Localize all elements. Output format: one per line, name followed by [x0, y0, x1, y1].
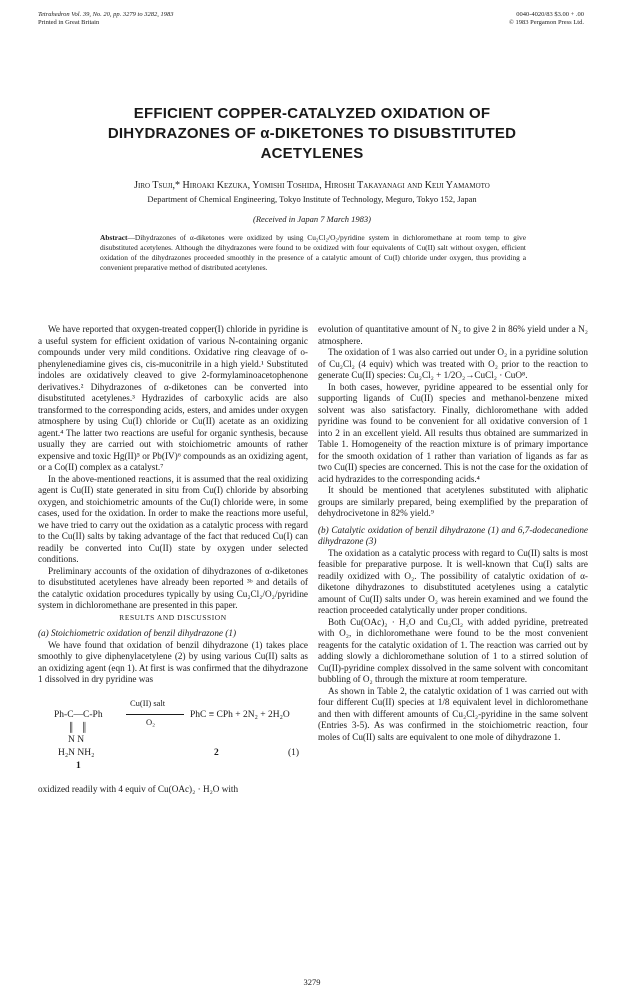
- reaction-arrow: [126, 714, 184, 715]
- printed-location: Printed in Great Britain: [38, 19, 100, 26]
- right-column: [318, 324, 588, 743]
- article-title: [60, 104, 564, 164]
- equation-product: PhC ≡ CPh + 2N₂ + 2H₂O: [190, 709, 290, 720]
- copyright-notice: © 1983 Pergamon Press Ltd.: [508, 19, 584, 26]
- compound-label-1: 1: [76, 760, 81, 771]
- paragraph-stoichiometric: We have found that oxidation of benzil dihydrazone (1) takes place smoothly to give diphenylacetylene (2) by using various Cu(II) salts as an oxidizing agent (eqn 1). At first is was confirmed that the dihydrazone 1 dissolved in dry pyridine was: [38, 639, 308, 684]
- abstract-text: —Dihydrazones of α-diketones were oxidized by using Cu₂Cl₂/O₂/pyridine system in dichloromethane at room temp to give disubstituted acetylenes. Although the dihydrazones were found to be oxidized with four equivalents of Cu(II) salt without oxygen, efficient oxidation of the dihydrazones proceeded smoothly in the presence of a catalytic amount of Cu(I) chloride under oxygen, thus providing a convenient preparative method of distributed acetylenes.: [100, 233, 526, 272]
- double-bond-marks: ║ ║: [68, 721, 88, 732]
- paragraph-solvent: In both cases, however, pyridine appeared to be essential only for supporting ligands of Cu(II) species and methanol-benzene mixed solvent was also satisfactory. Finally, dichloromethane with added pyridine was found to be convenient for all oxidative conversion of 1 into 2 in an excellent yield. All results thus obtained are summarized in Table 1. Homogeneity of the reaction mixture is of primary importance for the smooth oxidation of 1 rather than variation of ligands as far as two Cu(II) species are concerned. This is not the case for the oxidation of acid hydrazides to the corresponding acids.⁴: [318, 381, 588, 484]
- title-line-1: EFFICIENT COPPER-CATALYZED OXIDATION OF: [133, 105, 491, 122]
- paragraph-table2: As shown in Table 2, the catalytic oxidation of 1 was carried out with four different Cu(II) species at 1/8 equivalent level in dichloromethane and then with different amounts of Cu₂Cl₂-pyridine in the same solvent (Entries 3-5). As was confirmed in the stoichiometric reaction, four moles of Cu(II) salts are equivalent to one mole of dihydrazone 1.: [318, 685, 588, 742]
- paragraph-catalytic: The oxidation as a catalytic process with regard to Cu(II) salts is most feasible for preparative purpose. It is well-known that Cu(I) salts are readily oxidized with O₂. The possibility of catalytic oxidation of α-diketone dihydrazones to disubstituted acetylenes using a catalytic amount of Cu(II) salts under O₂ was herein examined and we found the reaction proceeded catalytically under proper conditions.: [318, 547, 588, 615]
- title-line-2: DIHYDRAZONES OF α-DIKETONES TO DISUBSTITUTED: [107, 125, 517, 142]
- paragraph-yield: evolution of quantitative amount of N₂ to give 2 in 86% yield under a N₂ atmosphere.: [318, 324, 588, 346]
- paragraph-mechanism: In the above-mentioned reactions, it is assumed that the real oxidizing agent is Cu(II) state generated in situ from Cu(I) chloride by absorbing oxygen, and stoichiometric amounts of the Cu(I) chloride were, in some cases, used for the oxidation. In order to make the reactions more useful, we have tried to carry out the oxidation as a catalytic process with regard to the Cu(II) salts by taking advantage of the fact that reduced Cu(I) can readily be converted into Cu(II) state by oxygen under selected conditions.: [38, 473, 308, 564]
- journal-header-left: [38, 11, 173, 27]
- paragraph-continued: oxidized readily with 4 equiv of Cu(OAc)₂ · H₂O with: [38, 783, 239, 794]
- equation-oxidant: O₂: [146, 716, 156, 727]
- equation-amines: H₂N NH₂: [58, 747, 95, 758]
- journal-header-right: [509, 11, 584, 27]
- equation-reagent: Cu(II) salt: [130, 697, 166, 708]
- equation-nitrogens: N N: [68, 734, 85, 745]
- section-heading: RESULTS AND DISCUSSION: [119, 612, 227, 622]
- subsection-heading-a: (a) Stoichiometric oxidation of benzil dihydrazone (1): [38, 628, 237, 638]
- equation-number: (1): [288, 747, 300, 758]
- issn-price: 0040-4020/83 $3.00 + .00: [516, 11, 584, 18]
- paragraph-reagents: Both Cu(OAc)₂ · H₂O and Cu₂Cl₂ with added pyridine, pretreated with O₂, in dichloromethane were found to be the most convenient reagents for the catalytic oxidation of 1. The reaction was carried out by adding slowly a dichloromethane solution of 1 to a stirred solution of Cu(II)-pyridine complex dissolved in the same solvent with concomitant bubbling of O₂ through the mixture at room temperature.: [318, 616, 588, 684]
- author-list: Jiro Tsuji,* Hiroaki Kezuka, Yomishi Toshida, Hiroshi Takayanagi and Keiji Yamamoto: [134, 180, 490, 191]
- journal-citation: Tetrahedron Vol. 39, No. 20, pp. 3279 to 3282, 1983: [38, 11, 174, 18]
- compound-label-2: 2: [214, 747, 219, 758]
- abstract-label: Abstract: [100, 233, 128, 242]
- equation-1: [38, 690, 308, 782]
- paragraph-preliminary: Preliminary accounts of the oxidation of dihydrazones of α-diketones to disubstituted acetylenes have already been reported ³ᵇ and details of the catalytic oxidation procedures typically by using Cu₂Cl₂/O₂/pyridine system in dichloromethane are presented in this paper.: [38, 565, 308, 610]
- left-column: [38, 324, 308, 795]
- title-line-3: ACETYLENES: [260, 145, 364, 162]
- affiliation: Department of Chemical Engineering, Tokyo Institute of Technology, Meguro, Tokyo 152, Japan: [147, 194, 477, 204]
- equation-reactant: Ph-C—C-Ph: [54, 709, 103, 720]
- received-date: (Received in Japan 7 March 1983): [253, 214, 371, 224]
- paragraph-oxygen: The oxidation of 1 was also carried out under O₂ in a pyridine solution of Cu₂Cl₂ (4 equiv) which was treated with O₂ prior to the reaction to generate Cu(II) species: Cu₂Cl₂ + 1/2O₂→CuCl₂ · CuO⁸.: [318, 347, 588, 380]
- page-number: 3279: [303, 977, 321, 987]
- abstract: [100, 233, 526, 273]
- paragraph-aliphatic: It should be mentioned that acetylenes substituted with aliphatic groups are similarly prepared, being exemplified by the preparation of dehydrocivetone in 82% yield.⁹: [318, 485, 588, 518]
- paragraph-intro: We have reported that oxygen-treated copper(I) chloride in pyridine is a useful system for efficient oxidation of various N-containing organic compounds under very mild conditions. Oxidative ring cleavage of o-phenylenediamine gives cis, cis-muconitrile in a high yield.¹ Substituted indoles are oxidatively cleaved to give 2-formylaminoacetophenone derivatives.² Dihydrazones of α-diketones can be converted into disubstituted acetylenes.³ Hydrazides of carboxylic acids are also transformed to the corresponding acids, esters, and amides under oxygen atmosphere by using Cu(I) chloride or Cu(II) acetate as an oxidizing agent.⁴ The latter two reactions are useful for organic synthesis, because usually they are carried out with stoichiometric amounts of rather expensive and toxic Hg(II)⁵ or Pb(IV)⁶ compounds as an oxidizing agent, or a Co(II) complex as a catalyst.⁷: [38, 324, 308, 472]
- subsection-heading-b: (b) Catalytic oxidation of benzil dihydrazone (1) and 6,7-dodecanedione dihydrazone (3): [318, 524, 588, 546]
